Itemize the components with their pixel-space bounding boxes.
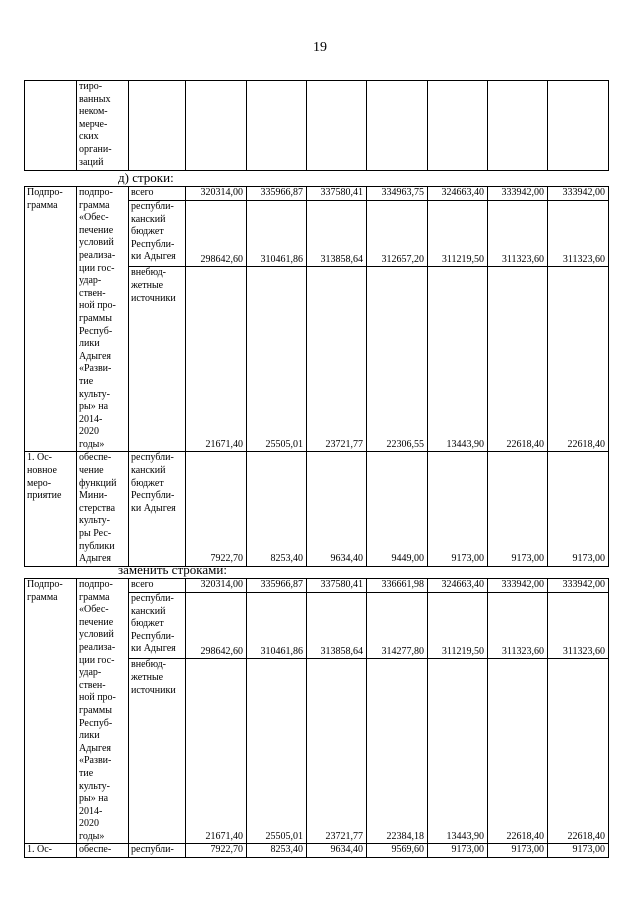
cell-text-line: чение	[79, 465, 104, 477]
cell-text-line: публики	[79, 540, 115, 552]
cell-text-line: ной про-	[79, 300, 116, 312]
cell-text-line: Респуб-	[79, 717, 113, 729]
cell-text-line: ки Адыгея	[131, 502, 176, 514]
row-name-cell	[77, 452, 129, 566]
value-cell: 9173,00	[488, 844, 548, 858]
value-cell: 9569,60	[367, 844, 428, 858]
value-cell: 9634,40	[307, 452, 367, 566]
source-republic-cell	[129, 452, 186, 566]
section-caption-old: д) строки:	[118, 170, 174, 185]
cell-text-line: ствен-	[79, 679, 106, 691]
empty-cell	[129, 81, 186, 171]
cell-text-line: годы»	[79, 830, 105, 842]
cell-text-line: Республи-	[131, 490, 175, 502]
cell-text-line: культу-	[79, 780, 111, 792]
value-cell: 311219,50	[428, 593, 488, 659]
cell-text-line: лики	[79, 338, 100, 350]
value-cell: 22618,40	[488, 267, 548, 452]
cell-text-line: «Разви-	[79, 363, 112, 375]
cell-text-line: республи-	[131, 201, 174, 213]
value-cell: 311323,60	[488, 201, 548, 267]
cell-text-line: бюджет	[131, 226, 164, 238]
value-cell: 13443,90	[428, 659, 488, 844]
value-cell: 311323,60	[548, 593, 609, 659]
value-cell: 333942,00	[548, 579, 609, 593]
cell-text-line: неком-	[79, 106, 108, 118]
cell-text-line: Республи-	[131, 630, 175, 642]
cell-text-line: подпро-	[79, 579, 113, 590]
cell-text-line: Респуб-	[79, 325, 113, 337]
row-type-cell	[25, 187, 77, 452]
cell-text-line: «Обес-	[79, 212, 109, 224]
value-cell: 335966,87	[247, 187, 307, 201]
value-cell: 313858,64	[307, 593, 367, 659]
cell-text-line: мерче-	[79, 118, 108, 130]
value-cell: 7922,70	[186, 452, 247, 566]
source-republic-cell	[129, 201, 186, 267]
value-cell: 25505,01	[247, 659, 307, 844]
row-name-cell	[77, 187, 129, 452]
cell-text-line: жетные	[131, 672, 164, 684]
cell-text-line: ки Адыгея	[131, 643, 176, 655]
cell-text-line: Адыгея	[79, 742, 112, 754]
value-cell: 334963,75	[367, 187, 428, 201]
value-cell: 337580,41	[307, 579, 367, 593]
cell-text-line: жетные	[131, 280, 164, 292]
value-cell: 13443,90	[428, 267, 488, 452]
cell-text-line: граммы	[79, 312, 112, 324]
value-cell: 314277,80	[367, 593, 428, 659]
empty-cell	[186, 81, 247, 171]
cell-text-line: канский	[131, 213, 166, 225]
cell-text-line: ских	[79, 131, 99, 143]
value-cell: 23721,77	[307, 659, 367, 844]
program-name-cell	[77, 81, 129, 171]
value-cell: 22618,40	[488, 659, 548, 844]
cell-text-line: ствен-	[79, 287, 106, 299]
source-republic-cell	[129, 593, 186, 659]
old-rows-table	[24, 186, 609, 567]
cell-text-line: тиро-	[79, 81, 103, 92]
row-name-cell	[77, 579, 129, 844]
value-cell: 333942,00	[488, 187, 548, 201]
cell-text-line: тие	[79, 767, 94, 779]
cell-text-line: 2020	[79, 426, 99, 438]
value-cell: 298642,60	[186, 201, 247, 267]
value-cell: 312657,20	[367, 201, 428, 267]
cell-text-line: тие	[79, 375, 94, 387]
cell-text-line: республи-	[131, 593, 174, 605]
value-cell: 22618,40	[548, 267, 609, 452]
empty-cell	[548, 81, 609, 171]
cell-text-line: ции гос-	[79, 654, 115, 666]
empty-cell	[247, 81, 307, 171]
row-type-cell	[25, 844, 77, 858]
empty-cell	[488, 81, 548, 171]
empty-cell	[307, 81, 367, 171]
value-cell: 320314,00	[186, 579, 247, 593]
value-cell: 9449,00	[367, 452, 428, 566]
value-cell: 298642,60	[186, 593, 247, 659]
source-total-cell: всего	[129, 187, 186, 201]
value-cell: 337580,41	[307, 187, 367, 201]
cell-text-line: «Разви-	[79, 755, 112, 767]
cell-text-line: печение	[79, 616, 114, 628]
cell-text-line: Подпро-	[27, 187, 63, 198]
cell-text-line: 1. Ос-	[27, 844, 52, 856]
cell-text-line: ной про-	[79, 692, 116, 704]
value-cell: 324663,40	[428, 187, 488, 201]
value-cell: 313858,64	[307, 201, 367, 267]
value-cell: 9173,00	[488, 452, 548, 566]
value-cell: 9634,40	[307, 844, 367, 858]
value-cell: 23721,77	[307, 267, 367, 452]
cell-text-line: канский	[131, 605, 166, 617]
cell-text-line: внебюд-	[131, 659, 166, 671]
cell-text-line: грамма	[27, 199, 58, 211]
value-cell: 9173,00	[428, 452, 488, 566]
cell-text-line: канский	[131, 465, 166, 477]
cell-text-line: реализа-	[79, 249, 116, 261]
cell-text-line: культу-	[79, 388, 111, 400]
cell-text-line: 2014-	[79, 805, 103, 817]
cell-text-line: Подпро-	[27, 579, 63, 590]
cell-text-line: бюджет	[131, 618, 164, 630]
cell-text-line: республи-	[131, 844, 174, 856]
continuation-table	[24, 80, 609, 171]
value-cell: 9173,00	[548, 844, 609, 858]
row-type-cell	[25, 579, 77, 844]
value-cell: 311323,60	[548, 201, 609, 267]
cell-text-line: реализа-	[79, 641, 116, 653]
cell-text-line: ки Адыгея	[131, 251, 176, 263]
value-cell: 7922,70	[186, 844, 247, 858]
value-cell: 333942,00	[488, 579, 548, 593]
empty-cell	[428, 81, 488, 171]
new-rows-table	[24, 578, 609, 858]
value-cell: 336661,98	[367, 579, 428, 593]
cell-text-line: условий	[79, 629, 114, 641]
cell-text-line: внебюд-	[131, 267, 166, 279]
cell-text-line: бюджет	[131, 477, 164, 489]
cell-text-line: годы»	[79, 438, 105, 450]
page-number: 19	[313, 40, 327, 55]
cell-text-line: республи-	[131, 452, 174, 464]
source-extrabudget-cell	[129, 659, 186, 844]
value-cell: 335966,87	[247, 579, 307, 593]
cell-text-line: ции гос-	[79, 262, 115, 274]
value-cell: 333942,00	[548, 187, 609, 201]
cell-text-line: ры» на	[79, 401, 109, 413]
cell-text-line: «Обес-	[79, 604, 109, 616]
cell-text-line: источники	[131, 292, 176, 304]
cell-text-line: заций	[79, 156, 104, 168]
cell-text-line: грамма	[79, 591, 110, 603]
value-cell: 310461,86	[247, 201, 307, 267]
cell-text-line: грамма	[79, 199, 110, 211]
source-extrabudget-cell	[129, 267, 186, 452]
cell-text-line: граммы	[79, 704, 112, 716]
value-cell: 25505,01	[247, 267, 307, 452]
cell-text-line: Адыгея	[79, 350, 112, 362]
cell-text-line: ры Рес-	[79, 528, 112, 540]
value-cell: 8253,40	[247, 452, 307, 566]
cell-text-line: 2020	[79, 818, 99, 830]
cell-text-line: стерства	[79, 502, 116, 514]
value-cell: 9173,00	[428, 844, 488, 858]
cell-text-line: источники	[131, 684, 176, 696]
value-cell: 311323,60	[488, 593, 548, 659]
value-cell: 22306,55	[367, 267, 428, 452]
cell-text-line: условий	[79, 237, 114, 249]
cell-text-line: печение	[79, 224, 114, 236]
cell-text-line: меро-	[27, 477, 52, 489]
cell-text-line: удар-	[79, 667, 102, 679]
cell-text-line: удар-	[79, 275, 102, 287]
source-republic-cell	[129, 844, 186, 858]
value-cell: 310461,86	[247, 593, 307, 659]
empty-cell	[25, 81, 77, 171]
row-type-cell	[25, 452, 77, 566]
value-cell: 8253,40	[247, 844, 307, 858]
cell-text-line: Республи-	[131, 238, 175, 250]
value-cell: 320314,00	[186, 187, 247, 201]
cell-text-line: грамма	[27, 591, 58, 603]
source-total-cell: всего	[129, 579, 186, 593]
cell-text-line: Адыгея	[79, 553, 112, 565]
value-cell: 21671,40	[186, 659, 247, 844]
cell-text-line: органи-	[79, 143, 112, 155]
value-cell: 22384,18	[367, 659, 428, 844]
cell-text-line: лики	[79, 730, 100, 742]
cell-text-line: функций	[79, 477, 117, 489]
cell-text-line: подпро-	[79, 187, 113, 198]
cell-text-line: 1. Ос-	[27, 452, 52, 464]
row-name-cell	[77, 844, 129, 858]
section-caption-new: заменить строками:	[118, 562, 227, 577]
cell-text-line: ры» на	[79, 793, 109, 805]
value-cell: 21671,40	[186, 267, 247, 452]
value-cell: 22618,40	[548, 659, 609, 844]
cell-text-line: культу-	[79, 515, 111, 527]
cell-text-line: 2014-	[79, 413, 103, 425]
value-cell: 311219,50	[428, 201, 488, 267]
cell-text-line: новное	[27, 465, 57, 477]
value-cell: 324663,40	[428, 579, 488, 593]
cell-text-line: приятие	[27, 490, 62, 502]
cell-text-line: ванных	[79, 93, 111, 105]
cell-text-line: обеспе-	[79, 452, 112, 464]
cell-text-line: Мини-	[79, 490, 108, 502]
value-cell: 9173,00	[548, 452, 609, 566]
cell-text-line: обеспе-	[79, 844, 112, 856]
empty-cell	[367, 81, 428, 171]
